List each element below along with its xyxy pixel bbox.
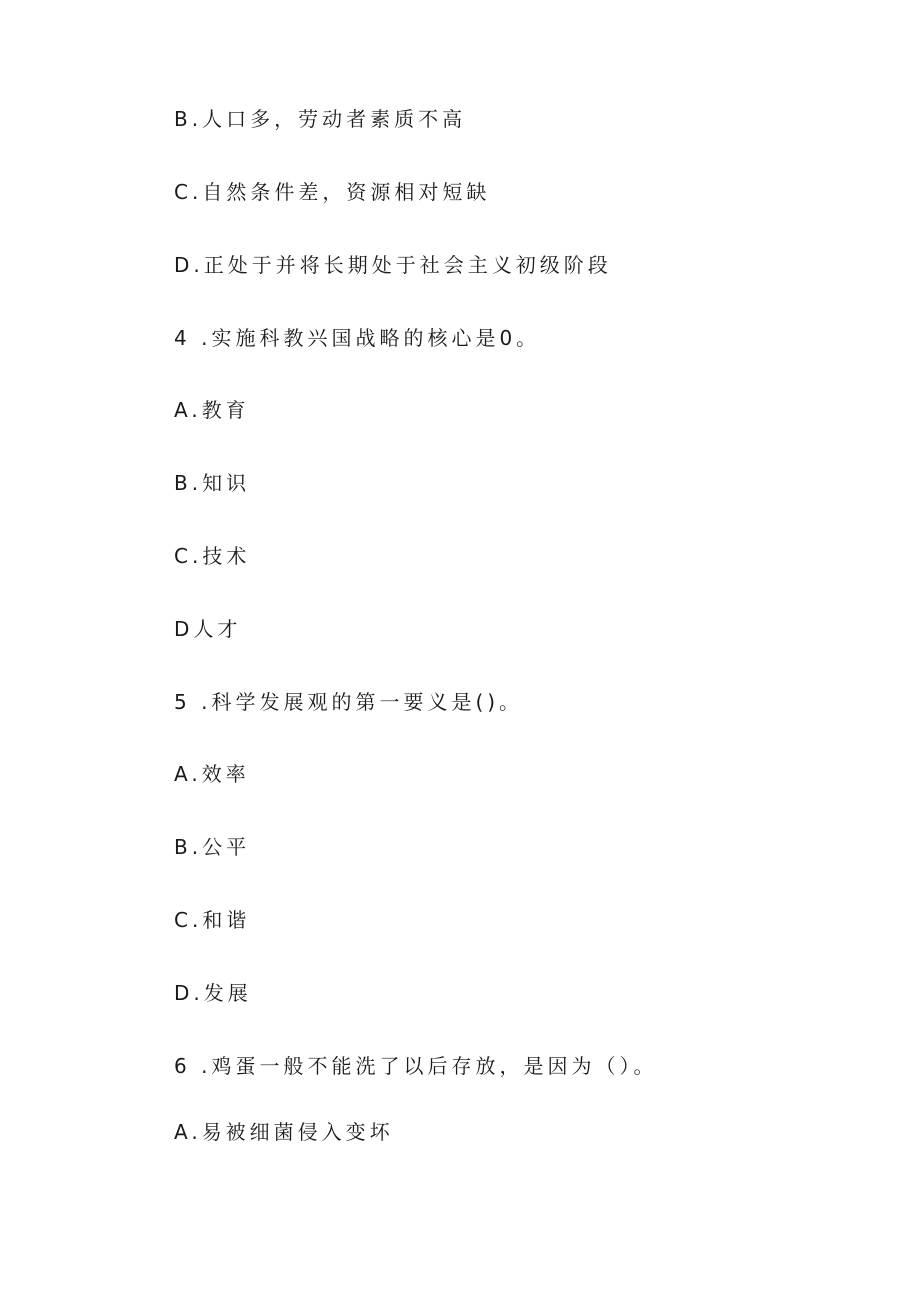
option-a-q4: A.教育 bbox=[174, 398, 250, 422]
option-d-q5: D.发展 bbox=[174, 981, 252, 1005]
option-d-q4: D人才 bbox=[174, 617, 242, 641]
option-b-q5: B.公平 bbox=[174, 835, 251, 859]
option-b-q4: B.知识 bbox=[174, 471, 251, 495]
question-6: 6 .鸡蛋一般不能洗了以后存放，是因为（）。 bbox=[174, 1054, 658, 1078]
option-d-q3: D.正处于并将长期处于社会主义初级阶段 bbox=[174, 253, 612, 277]
option-a-q5: A.效率 bbox=[174, 762, 250, 786]
question-5: 5 .科学发展观的第一要义是()。 bbox=[174, 690, 524, 714]
option-c-q4: C.技术 bbox=[174, 544, 251, 568]
option-c-q5: C.和谐 bbox=[174, 908, 251, 932]
question-4: 4 .实施科教兴国战略的核心是0。 bbox=[174, 326, 541, 350]
option-a-q6: A.易被细菌侵入变坏 bbox=[174, 1120, 394, 1144]
option-c-q3: C.自然条件差，资源相对短缺 bbox=[174, 180, 491, 204]
option-b-q3: B.人口多，劳动者素质不高 bbox=[174, 107, 467, 131]
